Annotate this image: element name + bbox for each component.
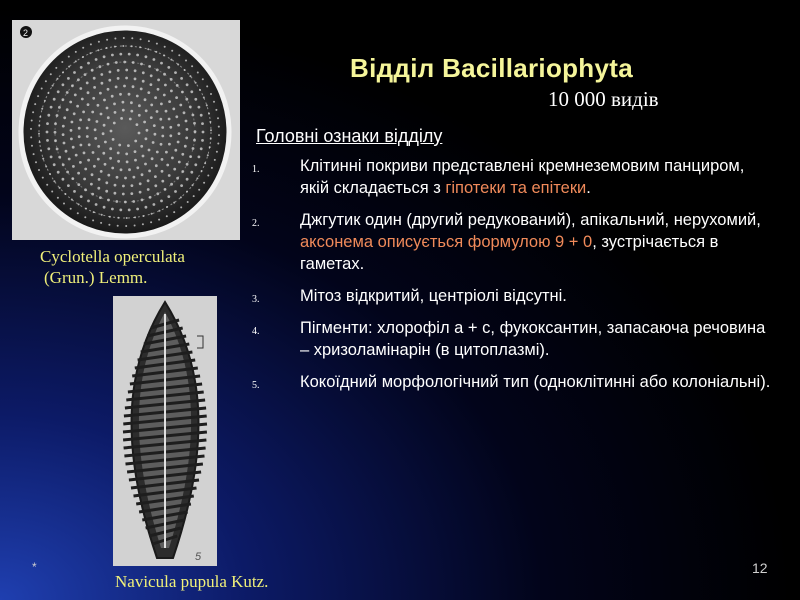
page-number: 12 bbox=[752, 560, 768, 576]
caption-line-1: Cyclotella operculata bbox=[40, 247, 185, 266]
features-list bbox=[244, 155, 774, 403]
list-item-number: 2. bbox=[252, 218, 260, 229]
species-count: 10 000 видів bbox=[548, 87, 659, 111]
list-item-number: 1. bbox=[252, 164, 260, 175]
cyclotella-caption bbox=[40, 246, 185, 288]
caption-line-2: (Grun.) Lemm. bbox=[44, 268, 148, 287]
list-item-text: Пігменти: хлорофіл а + с, фукоксантин, запасаюча речовина – хризоламінарін (в цитоплазмі). bbox=[300, 319, 766, 359]
list-item bbox=[244, 209, 774, 275]
list-item-text: Джгутик один (другий редукований), апікальний, нерухомий, bbox=[300, 211, 761, 229]
image-2-label: 5 bbox=[195, 551, 202, 563]
list-item-number: 4. bbox=[252, 326, 260, 337]
navicula-caption: Navicula pupula Kutz. bbox=[115, 572, 269, 591]
list-item-text-end: . bbox=[586, 179, 591, 197]
navicula-image bbox=[113, 296, 217, 566]
image-1-label: 2 bbox=[23, 28, 29, 38]
list-item-text-end: , зустрічається в гаметах. bbox=[300, 233, 719, 273]
footer-mark: * bbox=[32, 560, 37, 574]
list-item bbox=[244, 285, 774, 307]
slide-title: Відділ Bacillariophyta bbox=[350, 53, 633, 83]
list-item bbox=[244, 317, 774, 361]
list-item-text: Клітинні покриви представлені кремнеземовим панциром, якій складається з bbox=[300, 157, 745, 197]
list-item bbox=[244, 155, 774, 199]
list-item-text: Кокоїдний морфологічний тип (одноклітинні або колоніальні). bbox=[300, 373, 771, 391]
list-item-number: 5. bbox=[252, 380, 260, 391]
cyclotella-image bbox=[12, 20, 240, 240]
list-item bbox=[244, 371, 774, 393]
list-item-number: 3. bbox=[252, 294, 260, 305]
list-item-text: Мітоз відкритий, центріолі відсутні. bbox=[300, 287, 567, 305]
list-item-highlight: гіпотеки та епітеки bbox=[445, 179, 587, 197]
list-item-highlight: аксонема описується формулою 9 + 0 bbox=[300, 233, 593, 251]
section-subheading: Головні ознаки відділу bbox=[256, 126, 443, 146]
